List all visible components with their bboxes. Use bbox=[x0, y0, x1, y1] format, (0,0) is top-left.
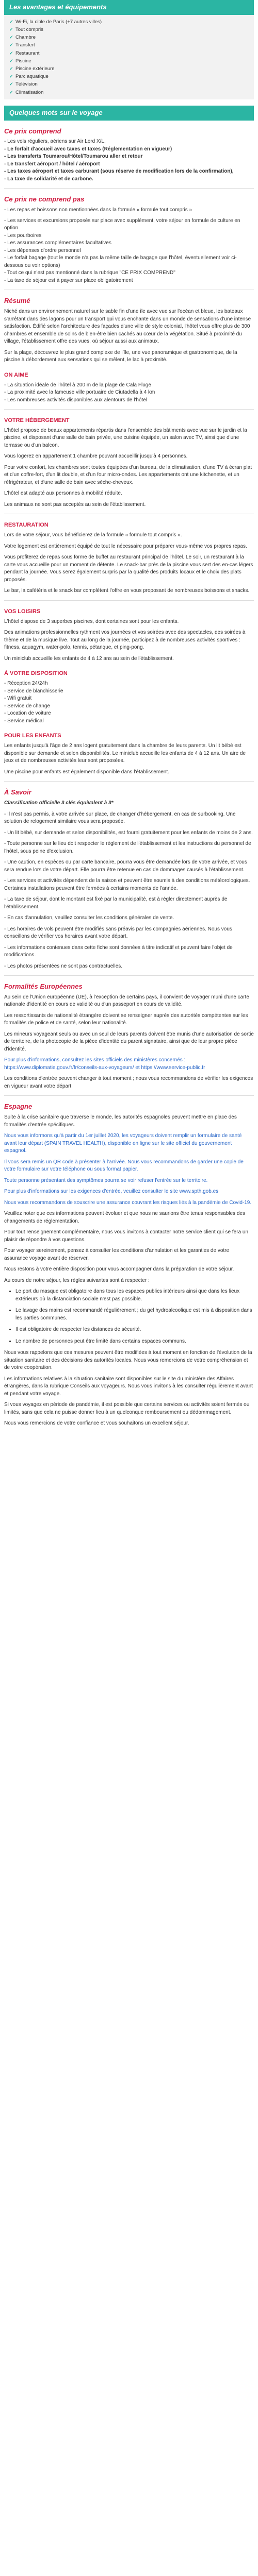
spain-block bbox=[4, 1114, 254, 1274]
check-icon: ✔ bbox=[9, 65, 13, 71]
list-item: - Les vols réguliers, aériens sur Air Lord X/L, bbox=[4, 139, 106, 145]
divider bbox=[4, 409, 254, 410]
list-item: - Service médical bbox=[4, 718, 44, 724]
kids-block bbox=[4, 742, 254, 776]
formalities-block bbox=[4, 994, 254, 1091]
to-know-block bbox=[4, 811, 254, 971]
paragraph-link[interactable]: Pour plus d'informations sur les exigences d'entrée, veuillez consulter le site www.spth.gob.es bbox=[4, 1189, 219, 1195]
to-know-title: À Savoir bbox=[4, 788, 31, 796]
kids-title: POUR LES ENFANTS bbox=[4, 733, 61, 739]
check-icon: ✔ bbox=[9, 81, 13, 87]
paragraph: - Toute personne sur le lieu doit respecter le règlement de l'établissement et les instructions du personnel de l'hôtel, sous peine d'exclusion. bbox=[4, 841, 251, 854]
check-icon: ✔ bbox=[9, 50, 13, 56]
services-list bbox=[4, 680, 254, 725]
advantages-banner: Les avantages et équipements bbox=[4, 0, 254, 15]
price-includes-list bbox=[4, 138, 254, 183]
advantage-item: ✔ Piscine bbox=[9, 58, 31, 64]
paragraph-links[interactable]: Pour plus d'informations, consultez les sites officiels des ministères concernés : https://www.diplomatie.gouv.fr/fr/conseils-aux-voyageurs/ et https://www.service-public.fr bbox=[4, 1057, 205, 1071]
list-item: - La taxe de solidarité et de carbone. bbox=[4, 176, 93, 182]
on-aime-title: ON AIME bbox=[4, 371, 28, 378]
paragraph: Les ressortissants de nationalité étrangère doivent se renseigner auprès des autorités compétentes sur les formalités de police et de santé, selon leur nationalité. bbox=[4, 1012, 248, 1026]
covid-rules bbox=[4, 1288, 254, 1345]
paragraph-highlight: Nous vous informons qu'à partir du 1er juillet 2020, les voyageurs doivent remplir un formulaire de santé avant leur départ (SPAIN TRAVEL HEALTH), disponible en ligne sur le site officiel du gouvernement espagnol. bbox=[4, 1133, 242, 1154]
advantage-item: ✔ Transfert bbox=[9, 42, 35, 48]
paragraph: Un miniclub accueille les enfants de 4 à 12 ans au sein de l'établissement. bbox=[4, 655, 174, 662]
paragraph: Pour tout renseignement complémentaire, nous vous invitons à contacter notre service client qui se fera un plaisir de répondre à vos questions. bbox=[4, 1229, 249, 1243]
paragraph: - Les informations contenues dans cette fiche sont données à titre indicatif et peuvent faire l'objet de modifications. bbox=[4, 944, 233, 958]
list-item: - Les taxes aéroport et taxes carburant (sous réserve de modification lors de la confirmation), bbox=[4, 168, 234, 175]
paragraph: - Les horaires de vols peuvent être modifiés sans préavis par les compagnies aériennes. Nous vous conseillons de vérifier vos horaires avant votre départ. bbox=[4, 926, 232, 940]
paragraph: Vous profiterez de repas sous forme de buffet au restaurant principal de l'hôtel. Le soir, un restaurant à la carte vous accueille pour un moment de détente. Le snack-bar près de la piscine vous sert des en-cas légers pendant la journée. Vous serez également surpris par la qualité des produits locaux et le choix des plats proposés. bbox=[4, 554, 253, 583]
price-excludes-title: Ce prix ne comprend pas bbox=[4, 195, 85, 204]
list-item: - Les services et excursions proposés sur place avec supplément, votre séjour en formule de culture en option bbox=[4, 217, 240, 231]
check-icon: ✔ bbox=[9, 58, 13, 63]
paragraph: Les mineurs voyageant seuls ou avec un seul de leurs parents doivent être munis d'une autorisation de sortie de territoire, de la photocopie de la pièce d'identité du parent signataire, ainsi que de leur propre pièce d'identité. bbox=[4, 1031, 254, 1052]
leisure-title: VOS LOISIRS bbox=[4, 608, 41, 615]
paragraph: - En cas d'annulation, veuillez consulter les conditions générales de vente. bbox=[4, 915, 174, 921]
restaurant-title: RESTAURATION bbox=[4, 522, 49, 529]
summary-title: Résumé bbox=[4, 297, 30, 305]
divider bbox=[4, 781, 254, 782]
paragraph: Les conditions d'entrée peuvent changer à tout moment ; nous vous recommandons de vérifier les exigences en vigueur avant votre départ. bbox=[4, 1076, 253, 1089]
paragraph: Si vous voyagez en période de pandémie, il est possible que certains services ou activités soient fermés ou limités, sans que cela ne puisse donner lieu à un quelconque remboursement ou dédommagement. bbox=[4, 1402, 250, 1415]
paragraph: - Il n'est pas permis, à votre arrivée sur place, de changer d'hébergement, en cas de surbooking. Une solution de relogement similaire vous sera proposée. bbox=[4, 811, 236, 825]
restaurant-block bbox=[4, 532, 254, 595]
list-item: - Location de voiture bbox=[4, 710, 51, 717]
paragraph: Sur la plage, découvrez le plus grand complexe de l'île, une vue panoramique et gastronomique, de la piscine à débordement aux sensations qui se mêlent, le lac à proximité. bbox=[4, 349, 237, 363]
paragraph: Nous vous rappelons que ces mesures peuvent être modifiées à tout moment en fonction de l'évolution de la situation sanitaire et des décisions des autorités locales. Nous vous remercions de votre compréhension et de votre coopération. bbox=[4, 1350, 252, 1371]
paragraph-highlight: Nous vous recommandons de souscrire une assurance couvrant les risques liés à la pandémie de Covid-19. bbox=[4, 1199, 252, 1206]
paragraph: Au sein de l'Union européenne (UE), à l'exception de certains pays, il convient de voyager muni d'une carte nationale d'identité en cours de validité ou d'un passeport en cours de validité. bbox=[4, 994, 249, 1008]
paragraph: Les informations relatives à la situation sanitaire sont disponibles sur le site du ministère des Affaires étrangères, dans la rubrique Conseils aux voyageurs. Nous vous invitons à les consulter régulièrement avant et pendant votre voyage. bbox=[4, 1376, 253, 1397]
paragraph: Niché dans un environnement naturel sur le sable fin d'une île avec vue sur l'océan et bleue, les bateaux s'arrêtant dans des lagons pour un transport qui vous enchante dans un monde de sensations d'une intense satisfaction. Édifié selon l'architecture des façades d'une ville de style colonial, l'hôtel vous offre plus de 300 chambres et ensemble de soins de bien-être bien cachés au cœur de la végétation. Situé à proximité du village, l'établissement offre des vues, où séjour aussi aux animaux. bbox=[4, 309, 251, 345]
leisure-block bbox=[4, 618, 254, 663]
advantage-item: ✔ Piscine extérieure bbox=[9, 65, 55, 72]
list-item: - Réception 24/24h bbox=[4, 681, 48, 687]
spain-title: Espagne bbox=[4, 1103, 33, 1111]
list-item: - La situation idéale de l'hôtel à 200 m de la plage de Cala Fluge bbox=[4, 382, 151, 388]
paragraph-highlight: Toute personne présentant des symptômes pourra se voir refuser l'entrée sur le territoire. bbox=[4, 1177, 208, 1183]
list-item: - Les assurances complémentaires facultatives bbox=[4, 240, 111, 246]
paragraph: Nous restons à votre entière disposition pour vous accompagner dans la préparation de votre séjour. bbox=[4, 1266, 234, 1273]
paragraph: L'hôtel est adapté aux personnes à mobilité réduite. bbox=[4, 490, 122, 497]
list-item: - Wifi gratuit bbox=[4, 696, 32, 702]
details-banner: Quelques mots sur le voyage bbox=[4, 106, 254, 121]
advantage-item: ✔ Restaurant bbox=[9, 50, 40, 56]
services-title: À VOTRE DISPOSITION bbox=[4, 670, 68, 677]
list-item: • Le lavage des mains est recommandé régulièrement ; du gel hydroalcoolique est mis à disposition dans les parties communes. bbox=[15, 1307, 254, 1322]
accommodation-block bbox=[4, 427, 254, 509]
advantage-item: ✔ Wi-Fi, la cible de Paris (+7 autres villes) bbox=[9, 19, 102, 25]
paragraph: Votre logement est entièrement équipé de tout le nécessaire pour préparer vous-même vos propres repas. bbox=[4, 543, 247, 549]
check-icon: ✔ bbox=[9, 27, 13, 32]
paragraph: Pour votre confort, les chambres sont toutes équipées d'un bureau, de la climatisation, d'une TV à écran plat et d'un coffre-fort, d'un lit double, et d'un four micro-ondes. Les appartements ont une kitchenette, et un réfrigérateur, et d'une salle de bain avec sèche-cheveux. bbox=[4, 464, 252, 485]
check-icon: ✔ bbox=[9, 35, 13, 40]
paragraph: L'hôtel dispose de 3 superbes piscines, dont certaines sont pour les enfants. bbox=[4, 618, 179, 624]
list-item: - Le forfait bagage (tout le monde n'a pas la même taille de bagage que l'hôtel, éventuellement voir ci-dessous ou voir options) bbox=[4, 255, 237, 268]
list-item: • Le nombre de personnes peut être limité dans certains espaces communs. bbox=[15, 1338, 254, 1346]
paragraph: Le bar, la cafétéria et le snack bar complètent l'offre en vous proposant de nombreuses boissons et snacks. bbox=[4, 588, 250, 594]
paragraph: - Les photos présentées ne sont pas contractuelles. bbox=[4, 963, 123, 969]
list-item: - La proximité avec la fameuse ville portuaire de Ciutadella à 4 km bbox=[4, 389, 155, 396]
list-item: - Service de blanchisserie bbox=[4, 688, 63, 694]
advantage-item: ✔ Tout compris bbox=[9, 27, 43, 33]
list-item: - Les transferts Toumarou/Hôtel/Toumarou aller et retour bbox=[4, 154, 143, 160]
paragraph: Pour voyager sereinement, pensez à consulter les conditions d'annulation et les garanties de votre assurance voyage avant de réserver. bbox=[4, 1248, 230, 1261]
classification: Classification officielle 3 clés équivalent à 3* bbox=[4, 800, 114, 806]
paragraph: L'hôtel propose de beaux appartements répartis dans l'ensemble des bâtiments avec vue sur le jardin et la piscine, et disposant d'une salle de bain privée, une cuisine équipée, un salon avec TV, ainsi que d'une terrasse ou d'un balcon. bbox=[4, 427, 247, 448]
list-item: - La taxe de séjour est à payer sur place obligatoirement bbox=[4, 277, 133, 283]
check-icon: ✔ bbox=[9, 74, 13, 79]
advantage-item: ✔ Télévision bbox=[9, 81, 38, 88]
check-icon: ✔ bbox=[9, 42, 13, 48]
divider bbox=[4, 975, 254, 976]
paragraph: - Les services et activités dépendent de la saison et peuvent être soumis à des conditions météorologiques. Certaines installations peuvent être fermées à certains moments de l'année. bbox=[4, 878, 250, 891]
paragraph: - La taxe de séjour, dont le montant est fixé par la municipalité, est à régler directement auprès de l'établissement. bbox=[4, 896, 228, 910]
paragraph: - Une caution, en espèces ou par carte bancaire, pourra vous être demandée lors de votre arrivée, et vous sera rendue lors de votre départ. Elle pourra être retenue en cas de dommages causés à l'établissement. bbox=[4, 859, 247, 873]
paragraph: Lors de votre séjour, vous bénéficierez de la formule « formule tout compris ». bbox=[4, 532, 182, 538]
divider bbox=[4, 1095, 254, 1096]
advantage-item: ✔ Chambre bbox=[9, 35, 36, 41]
paragraph: Les enfants jusqu'à l'âge de 2 ans logent gratuitement dans la chambre de leurs parents. Un lit bébé est disponible sur demande et selon disponibilités. Le miniclub accueille les enfants de 4 à 12 ans. Un aire de jeux et de nombreuses activités leur sont proposées. bbox=[4, 743, 246, 764]
advantage-item: ✔ Parc aquatique bbox=[9, 74, 49, 80]
list-item: - Les pourboires bbox=[4, 232, 42, 239]
formalities-title: Formalités Européennes bbox=[4, 982, 83, 991]
list-item: - Le forfait d'accueil avec taxes et taxes (Réglementation en vigueur) bbox=[4, 146, 172, 152]
check-icon: ✔ bbox=[9, 19, 13, 24]
paragraph: Nous vous remercions de votre confiance et vous souhaitons un excellent séjour. bbox=[4, 1420, 189, 1427]
list-item: - Les dépenses d'ordre personnel bbox=[4, 247, 81, 253]
summary-block bbox=[4, 308, 254, 364]
list-item: • Il est obligatoire de respecter les distances de sécurité. bbox=[15, 1326, 254, 1334]
paragraph: Les animaux ne sont pas acceptés au sein de l'établissement. bbox=[4, 501, 146, 507]
price-includes-title: Ce prix comprend bbox=[4, 127, 61, 135]
check-icon: ✔ bbox=[9, 89, 13, 95]
divider bbox=[4, 188, 254, 189]
price-excludes-list bbox=[4, 207, 254, 284]
paragraph: Veuillez noter que ces informations peuvent évoluer et que nous ne saurions être tenus responsables des changements de réglementation. bbox=[4, 1211, 245, 1224]
accommodation-title: VOTRE HÉBERGEMENT bbox=[4, 417, 70, 424]
covid-intro: Au cours de notre séjour, les règles suivantes sont à respecter : bbox=[4, 1277, 150, 1283]
paragraph: - Un lit bébé, sur demande et selon disponibilités, est fourni gratuitement pour les enfants de moins de 2 ans. bbox=[4, 829, 253, 836]
paragraph: Suite à la crise sanitaire que traverse le monde, les autorités espagnoles peuvent mettre en place des formalités d'entrée spécifiques. bbox=[4, 1114, 237, 1128]
list-item: - Tout ce qui n'est pas mentionné dans la rubrique "CE PRIX COMPREND" bbox=[4, 270, 175, 276]
on-aime-list bbox=[4, 382, 254, 404]
advantage-item: ✔ Climatisation bbox=[9, 89, 44, 95]
paragraph-highlight: Il vous sera remis un QR code à présenter à l'arrivée. Nous vous recommandons de garder une copie de votre formulaire sur votre téléphone ou sous format papier. bbox=[4, 1159, 244, 1173]
divider bbox=[4, 600, 254, 601]
list-item: • Le port du masque est obligatoire dans tous les espaces publics intérieurs ainsi que dans les lieux extérieurs où la distanciation sociale n'est pas possible. bbox=[15, 1288, 254, 1303]
list-item: - Les nombreuses activités disponibles aux alentours de l'hôtel bbox=[4, 397, 148, 403]
list-item: - Le transfert aéroport / hôtel / aéroport bbox=[4, 161, 100, 167]
advantages-list bbox=[4, 15, 254, 99]
list-item: - Les repas et boissons non mentionnées dans la formule « formule tout compris » bbox=[4, 207, 192, 213]
paragraph: Des animations professionnelles rythment vos journées et vos soirées avec des spectacles, des soirées à thème et de la musique live. Tout au long de la journée, participez à de nombreuses activités sportives : fitness, aquagym, water-polo, tennis, pétanque, et ping-pong. bbox=[4, 630, 246, 651]
paragraph: Une piscine pour enfants est également disponible dans l'établissement. bbox=[4, 769, 169, 775]
paragraph: Vous logerez en appartement 1 chambre pouvant accueillir jusqu'à 4 personnes. bbox=[4, 453, 188, 460]
covid-block bbox=[4, 1349, 254, 1428]
list-item: - Service de change bbox=[4, 703, 50, 709]
